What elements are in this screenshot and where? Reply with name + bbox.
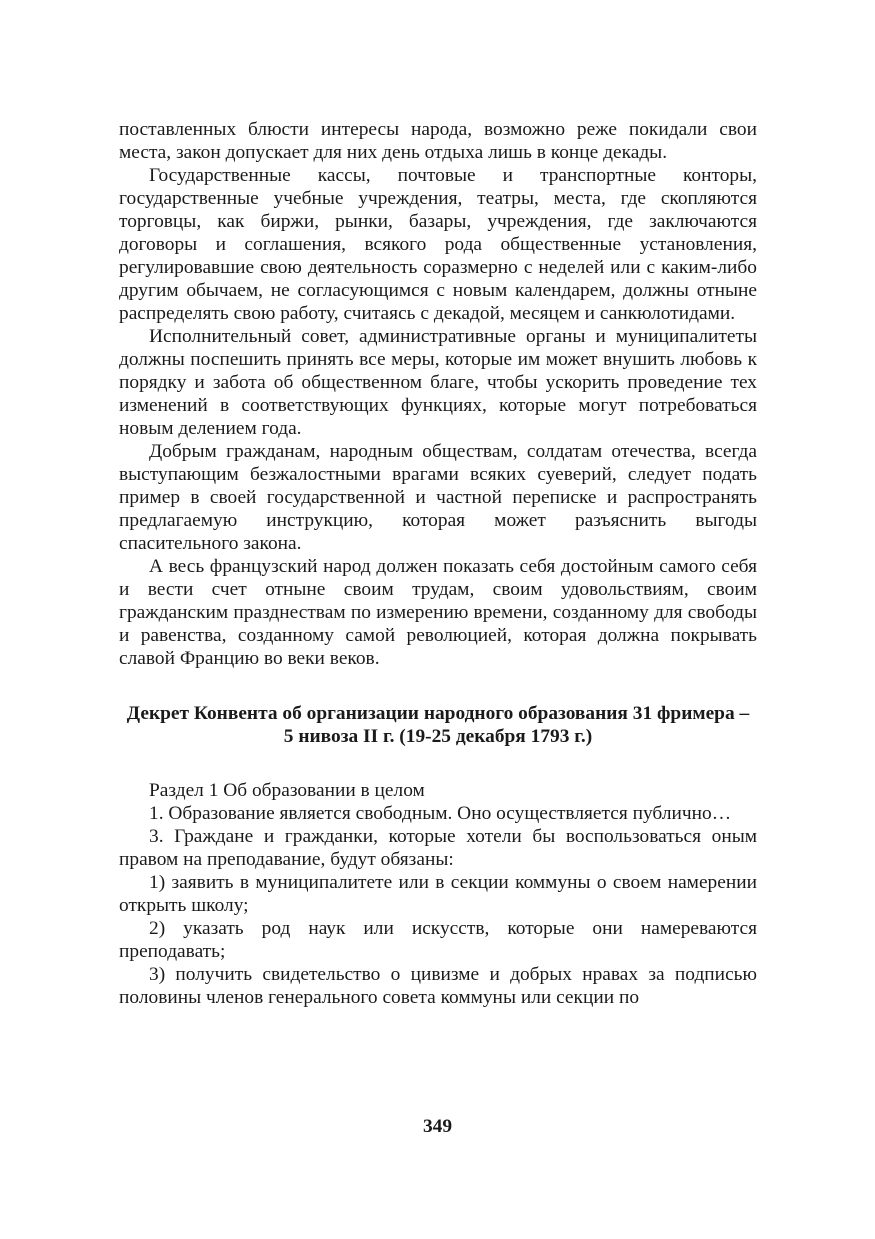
paragraph-good-citizens: Добрым гражданам, народным обществам, солдатам отечества, всегда выступающим безжалостными врагами всяких суеверий, следует подать пример в своей государственной и частной переписке и распространять предлагаемую инструкцию, которая может разъяснить выгоды спасительного закона. bbox=[119, 441, 757, 554]
obligation-1: 1) заявить в муниципалитете или в секции коммуны о своем намерении открыть школу; bbox=[119, 872, 757, 916]
paragraph-executive-council: Исполнительный совет, административные органы и муниципалитеты должны поспешить принять все меры, которые им может внушить любовь к порядку и забота об общественном благе, чтобы ускорить проведение тех изменений в соответствующих функциях, которые могут потребоваться новым делением года. bbox=[119, 326, 757, 439]
obligation-2: 2) указать род наук или искусств, которые они намереваются преподавать; bbox=[119, 918, 757, 962]
page-number: 349 bbox=[422, 1116, 453, 1137]
paragraph-french-people: А весь французский народ должен показать себя достойным самого себя и вести счет отныне своим трудам, своим удовольствиям, своим гражданским празднествам по измерению времени, созданному для свободы и равенства, созданному самой революцией, которая должна покрывать славой Францию во веки веков. bbox=[119, 556, 757, 669]
article-3: 3. Граждане и гражданки, которые хотели бы воспользоваться оным правом на преподавание, будут обязаны: bbox=[119, 826, 757, 870]
obligation-3: 3) получить свидетельство о цивизме и добрых нравах за подписью половины членов генерального совета коммуны или секции по bbox=[119, 964, 757, 1008]
paragraph-continuation: поставленных блюсти интересы народа, возможно реже покидали свои места, закон допускает для них день отдыха лишь в конце декады. bbox=[119, 119, 757, 163]
decree-body bbox=[119, 779, 757, 1009]
section-title: Раздел 1 Об образовании в целом bbox=[149, 780, 425, 801]
page-content bbox=[119, 118, 757, 1009]
decree-heading: Декрет Конвента об организации народного образования 31 фримера – 5 нивоза II г. (19-25 декабря 1793 г.) bbox=[126, 703, 750, 747]
paragraph-state-institutions: Государственные кассы, почтовые и транспортные конторы, государственные учебные учреждения, театры, места, где скопляются торговцы, как биржи, рынки, базары, учреждения, где заключаются договоры и соглашения, всякого рода общественные установления, регулировавшие свою деятельность соразмерно с неделей или с каким-либо другим обычаем, не согласующимся с новым календарем, должны отныне распределять свою работу, считаясь с декадой, месяцем и санкюлотидами. bbox=[119, 165, 757, 324]
article-1: 1. Образование является свободным. Оно осуществляется публично… bbox=[149, 803, 732, 824]
